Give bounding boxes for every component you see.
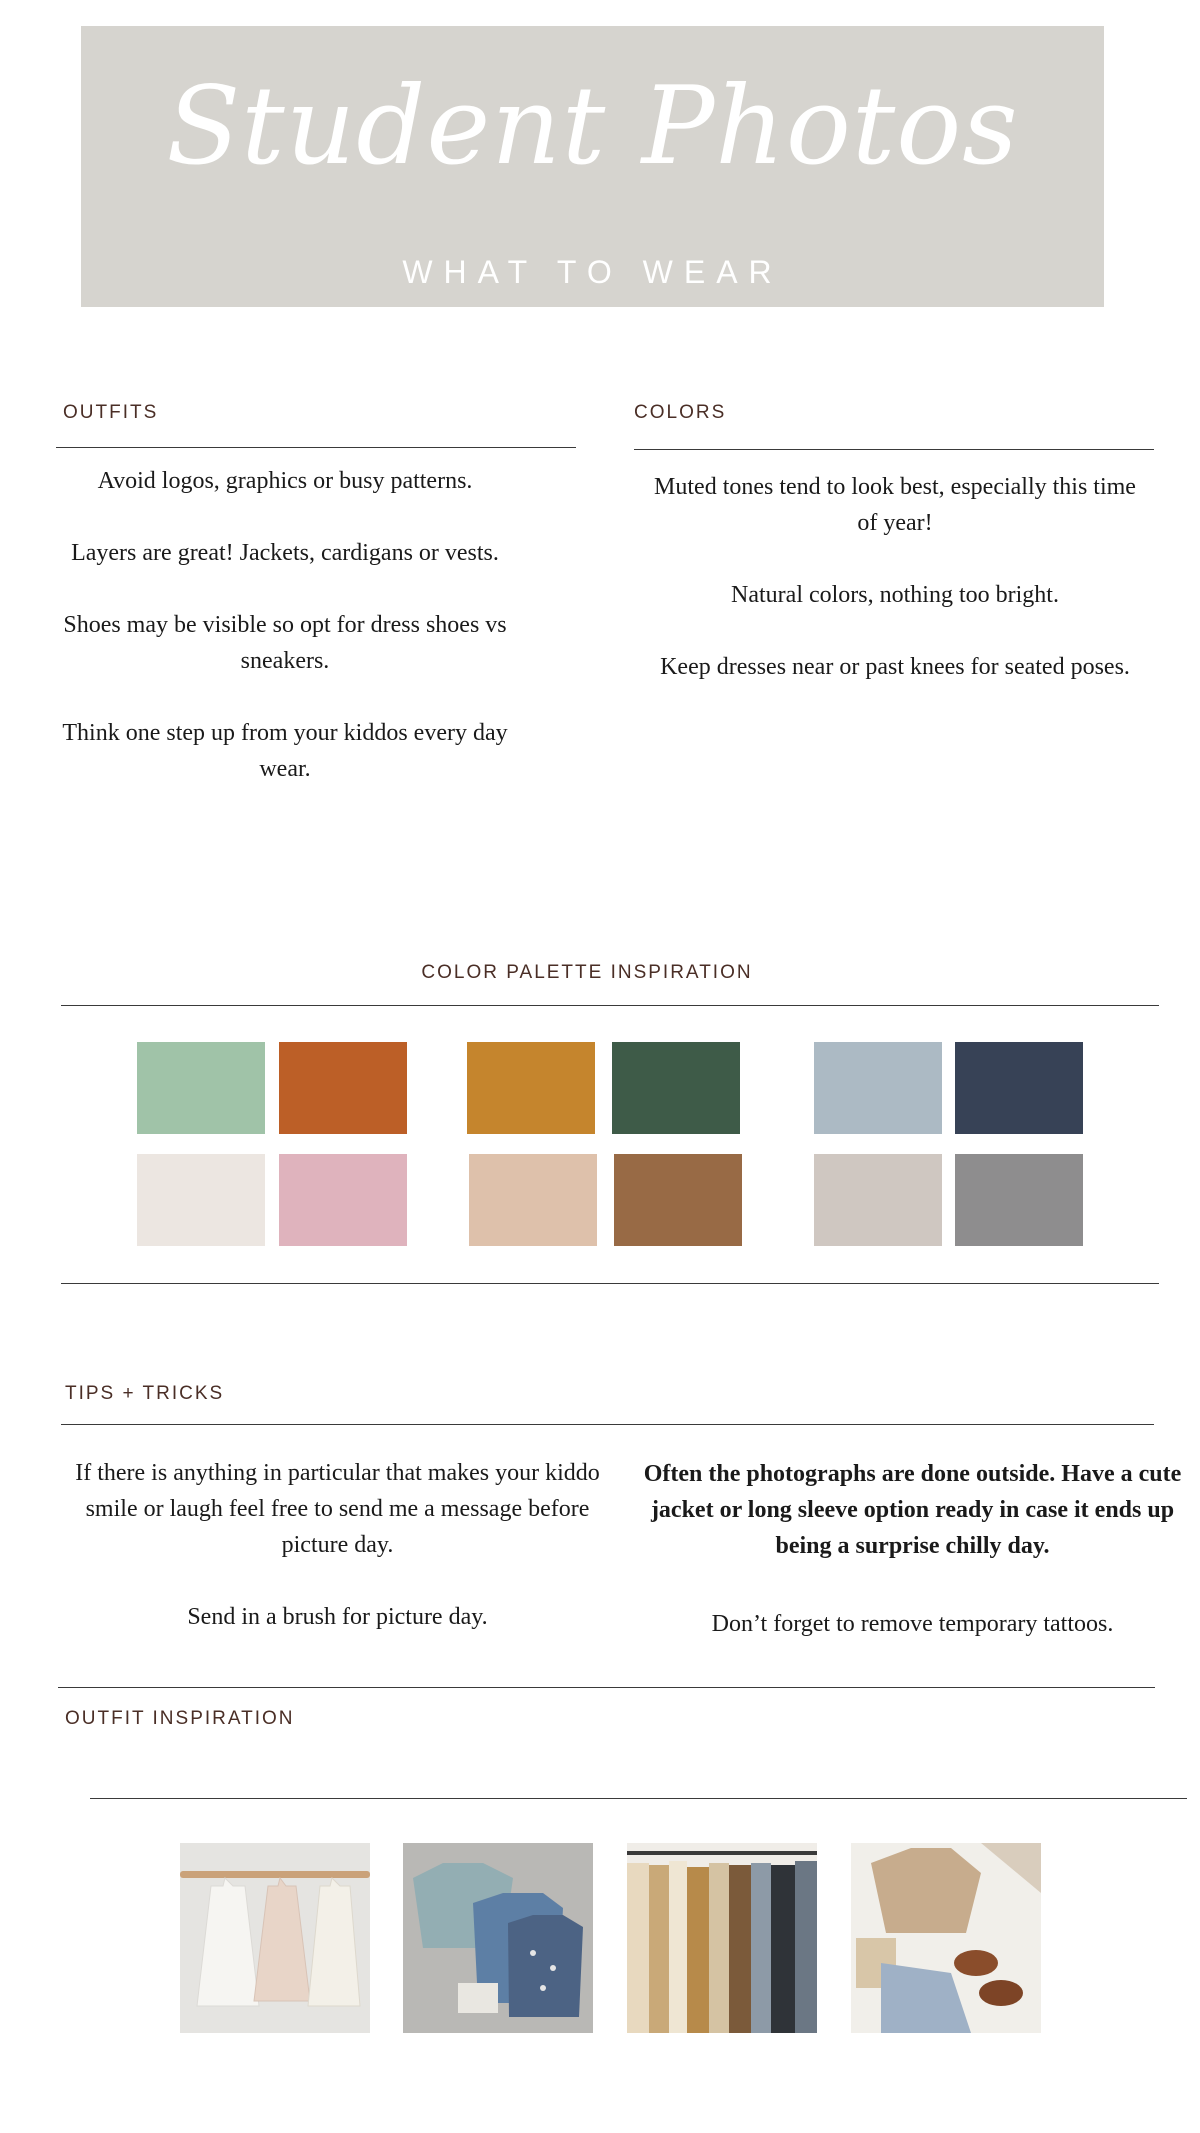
tips-bottom-divider: [58, 1687, 1155, 1688]
outfits-list: [30, 463, 540, 787]
colors-heading: COLORS: [634, 402, 727, 423]
photo-boys-outfit: [403, 1843, 593, 2033]
photo-flatlay: [851, 1843, 1041, 2033]
tips-heading: TIPS + TRICKS: [65, 1383, 225, 1404]
swatch-sage: [137, 1042, 265, 1134]
inspiration-divider: [90, 1798, 1187, 1799]
palette-top-divider: [61, 1005, 1159, 1006]
photo-dresses: [180, 1843, 370, 2033]
banner-subtitle: WHAT TO WEAR: [402, 254, 783, 290]
tips-item: Send in a brush for picture day.: [187, 1604, 488, 1630]
swatch-brown: [614, 1154, 742, 1246]
palette-bottom-divider: [61, 1283, 1159, 1284]
banner-title: Student Photos: [166, 64, 1019, 189]
swatch-navy: [955, 1042, 1083, 1134]
photo-clothing-rack: [627, 1843, 817, 2033]
tips-right-item: Don’t forget to remove temporary tattoos.: [711, 1611, 1114, 1637]
outfits-item: Shoes may be visible so opt for dress shoes vs sneakers.: [63, 612, 507, 674]
outfits-item: Avoid logos, graphics or busy patterns.: [97, 468, 473, 494]
tips-divider: [61, 1424, 1154, 1425]
tips-left: [70, 1455, 605, 1635]
swatch-cream: [137, 1154, 265, 1246]
swatch-dusty-blue: [814, 1042, 942, 1134]
swatch-blush: [279, 1154, 407, 1246]
swatch-forest: [612, 1042, 740, 1134]
colors-item: Keep dresses near or past knees for seated poses.: [660, 654, 1130, 680]
colors-divider: [634, 449, 1154, 450]
header-banner: [81, 26, 1104, 307]
swatch-greige: [814, 1154, 942, 1246]
outfits-divider: [56, 447, 576, 448]
tips-right: [640, 1456, 1185, 1564]
swatch-sand: [469, 1154, 597, 1246]
inspiration-heading: OUTFIT INSPIRATION: [65, 1708, 295, 1729]
colors-list: [640, 469, 1150, 685]
tips-bold-item: Often the photographs are done outside. Have a cute jacket or long sleeve option ready in case it ends up being a surprise chilly day.: [643, 1461, 1182, 1559]
outfits-item: Layers are great! Jackets, cardigans or vests.: [71, 540, 499, 566]
swatch-rust: [279, 1042, 407, 1134]
tips-item: If there is anything in particular that makes your kiddo smile or laugh feel free to send me a message before picture day.: [75, 1460, 600, 1558]
outfits-item: Think one step up from your kiddos every day wear.: [62, 720, 508, 782]
palette-heading: COLOR PALETTE INSPIRATION: [421, 962, 753, 983]
outfits-heading: OUTFITS: [63, 402, 159, 423]
swatch-gray: [955, 1154, 1083, 1246]
colors-item: Muted tones tend to look best, especially this time of year!: [654, 474, 1136, 536]
colors-item: Natural colors, nothing too bright.: [731, 582, 1059, 608]
swatch-mustard: [467, 1042, 595, 1134]
